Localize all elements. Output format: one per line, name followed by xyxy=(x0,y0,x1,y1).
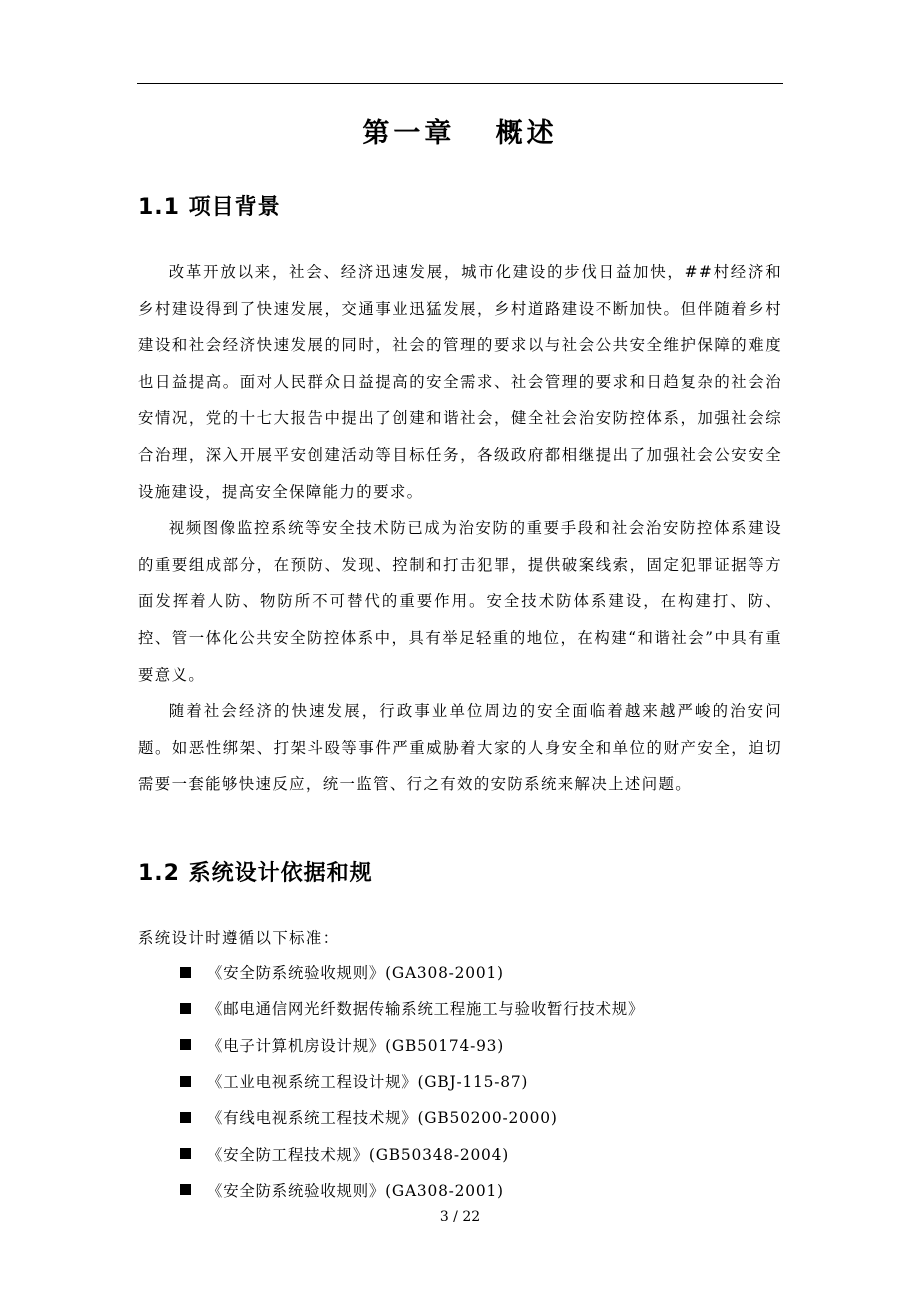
square-bullet-icon xyxy=(180,1148,191,1159)
square-bullet-icon xyxy=(180,1184,191,1195)
background-paragraphs xyxy=(138,254,782,803)
standard-text: 《安全防系统验收规则》(GA308-2001) xyxy=(207,964,504,983)
square-bullet-icon xyxy=(180,1076,191,1087)
standard-text: 《安全防系统验收规则》(GA308-2001) xyxy=(207,1181,504,1200)
paragraph: 视频图像监控系统等安全技术防已成为治安防的重要手段和社会治安防控体系建设的重要组成部分，在预防、发现、控制和打击犯罪，提供破案线索，固定犯罪证据等方面发挥着人防、物防所不可替代的重要作用。安全技术防体系建设，在构建打、防、控、管一体化公共安全防控体系中，具有举足轻重的地位，在构建“和谐社会”中具有重要意义。 xyxy=(138,519,782,684)
list-item xyxy=(180,1063,644,1099)
chapter-title: 第一章 概述 xyxy=(362,118,558,149)
standard-text: 《邮电通信网光纤数据传输系统工程施工与验收暂行技术规》 xyxy=(207,1000,645,1019)
standards-list xyxy=(180,954,644,1208)
list-item xyxy=(180,990,644,1026)
list-item xyxy=(180,1099,644,1135)
section-heading-background: 1.1 项目背景 xyxy=(138,195,281,220)
square-bullet-icon xyxy=(180,967,191,978)
standard-text: 《工业电视系统工程设计规》(GBJ-115-87) xyxy=(207,1073,529,1092)
square-bullet-icon xyxy=(180,1112,191,1123)
page-number: 3 / 22 xyxy=(439,1209,481,1225)
list-item xyxy=(180,1172,644,1208)
list-item xyxy=(180,1135,644,1171)
section-heading-design-basis: 1.2 系统设计依据和规 xyxy=(138,861,373,886)
paragraph: 随着社会经济的快速发展，行政事业单位周边的安全面临着越来越严峻的治安问题。如恶性绑架、打架斗殴等事件严重威胁着大家的人身安全和单位的财产安全，迫切需要一套能够快速反应，统一监管、行之有效的安防系统来解决上述问题。 xyxy=(138,702,782,794)
square-bullet-icon xyxy=(180,1039,191,1050)
standard-text: 《有线电视系统工程技术规》(GB50200-2000) xyxy=(207,1109,558,1128)
standard-text: 《安全防工程技术规》(GB50348-2004) xyxy=(207,1145,510,1164)
header-rule xyxy=(137,83,783,84)
standards-intro: 系统设计时遵循以下标准： xyxy=(138,929,340,947)
standard-text: 《电子计算机房设计规》(GB50174-93) xyxy=(207,1036,505,1055)
paragraph: 改革开放以来，社会、经济迅速发展，城市化建设的步伐日益加快，##村经济和乡村建设得到了快速发展，交通事业迅猛发展，乡村道路建设不断加快。但伴随着乡村建设和社会经济快速发展的同时，社会的管理的要求以与社会公共安全维护保障的难度也日益提高。面对人民群众日益提高的安全需求、社会管理的要求和日趋复杂的社会治安情况，党的十七大报告中提出了创建和谐社会，健全社会治安防控体系，加强社会综合治理，深入开展平安创建活动等目标任务，各级政府都相继提出了加强社会公安安全设施建设，提高安全保障能力的要求。 xyxy=(138,263,782,501)
square-bullet-icon xyxy=(180,1003,191,1014)
list-item xyxy=(180,954,644,990)
list-item xyxy=(180,1027,644,1063)
